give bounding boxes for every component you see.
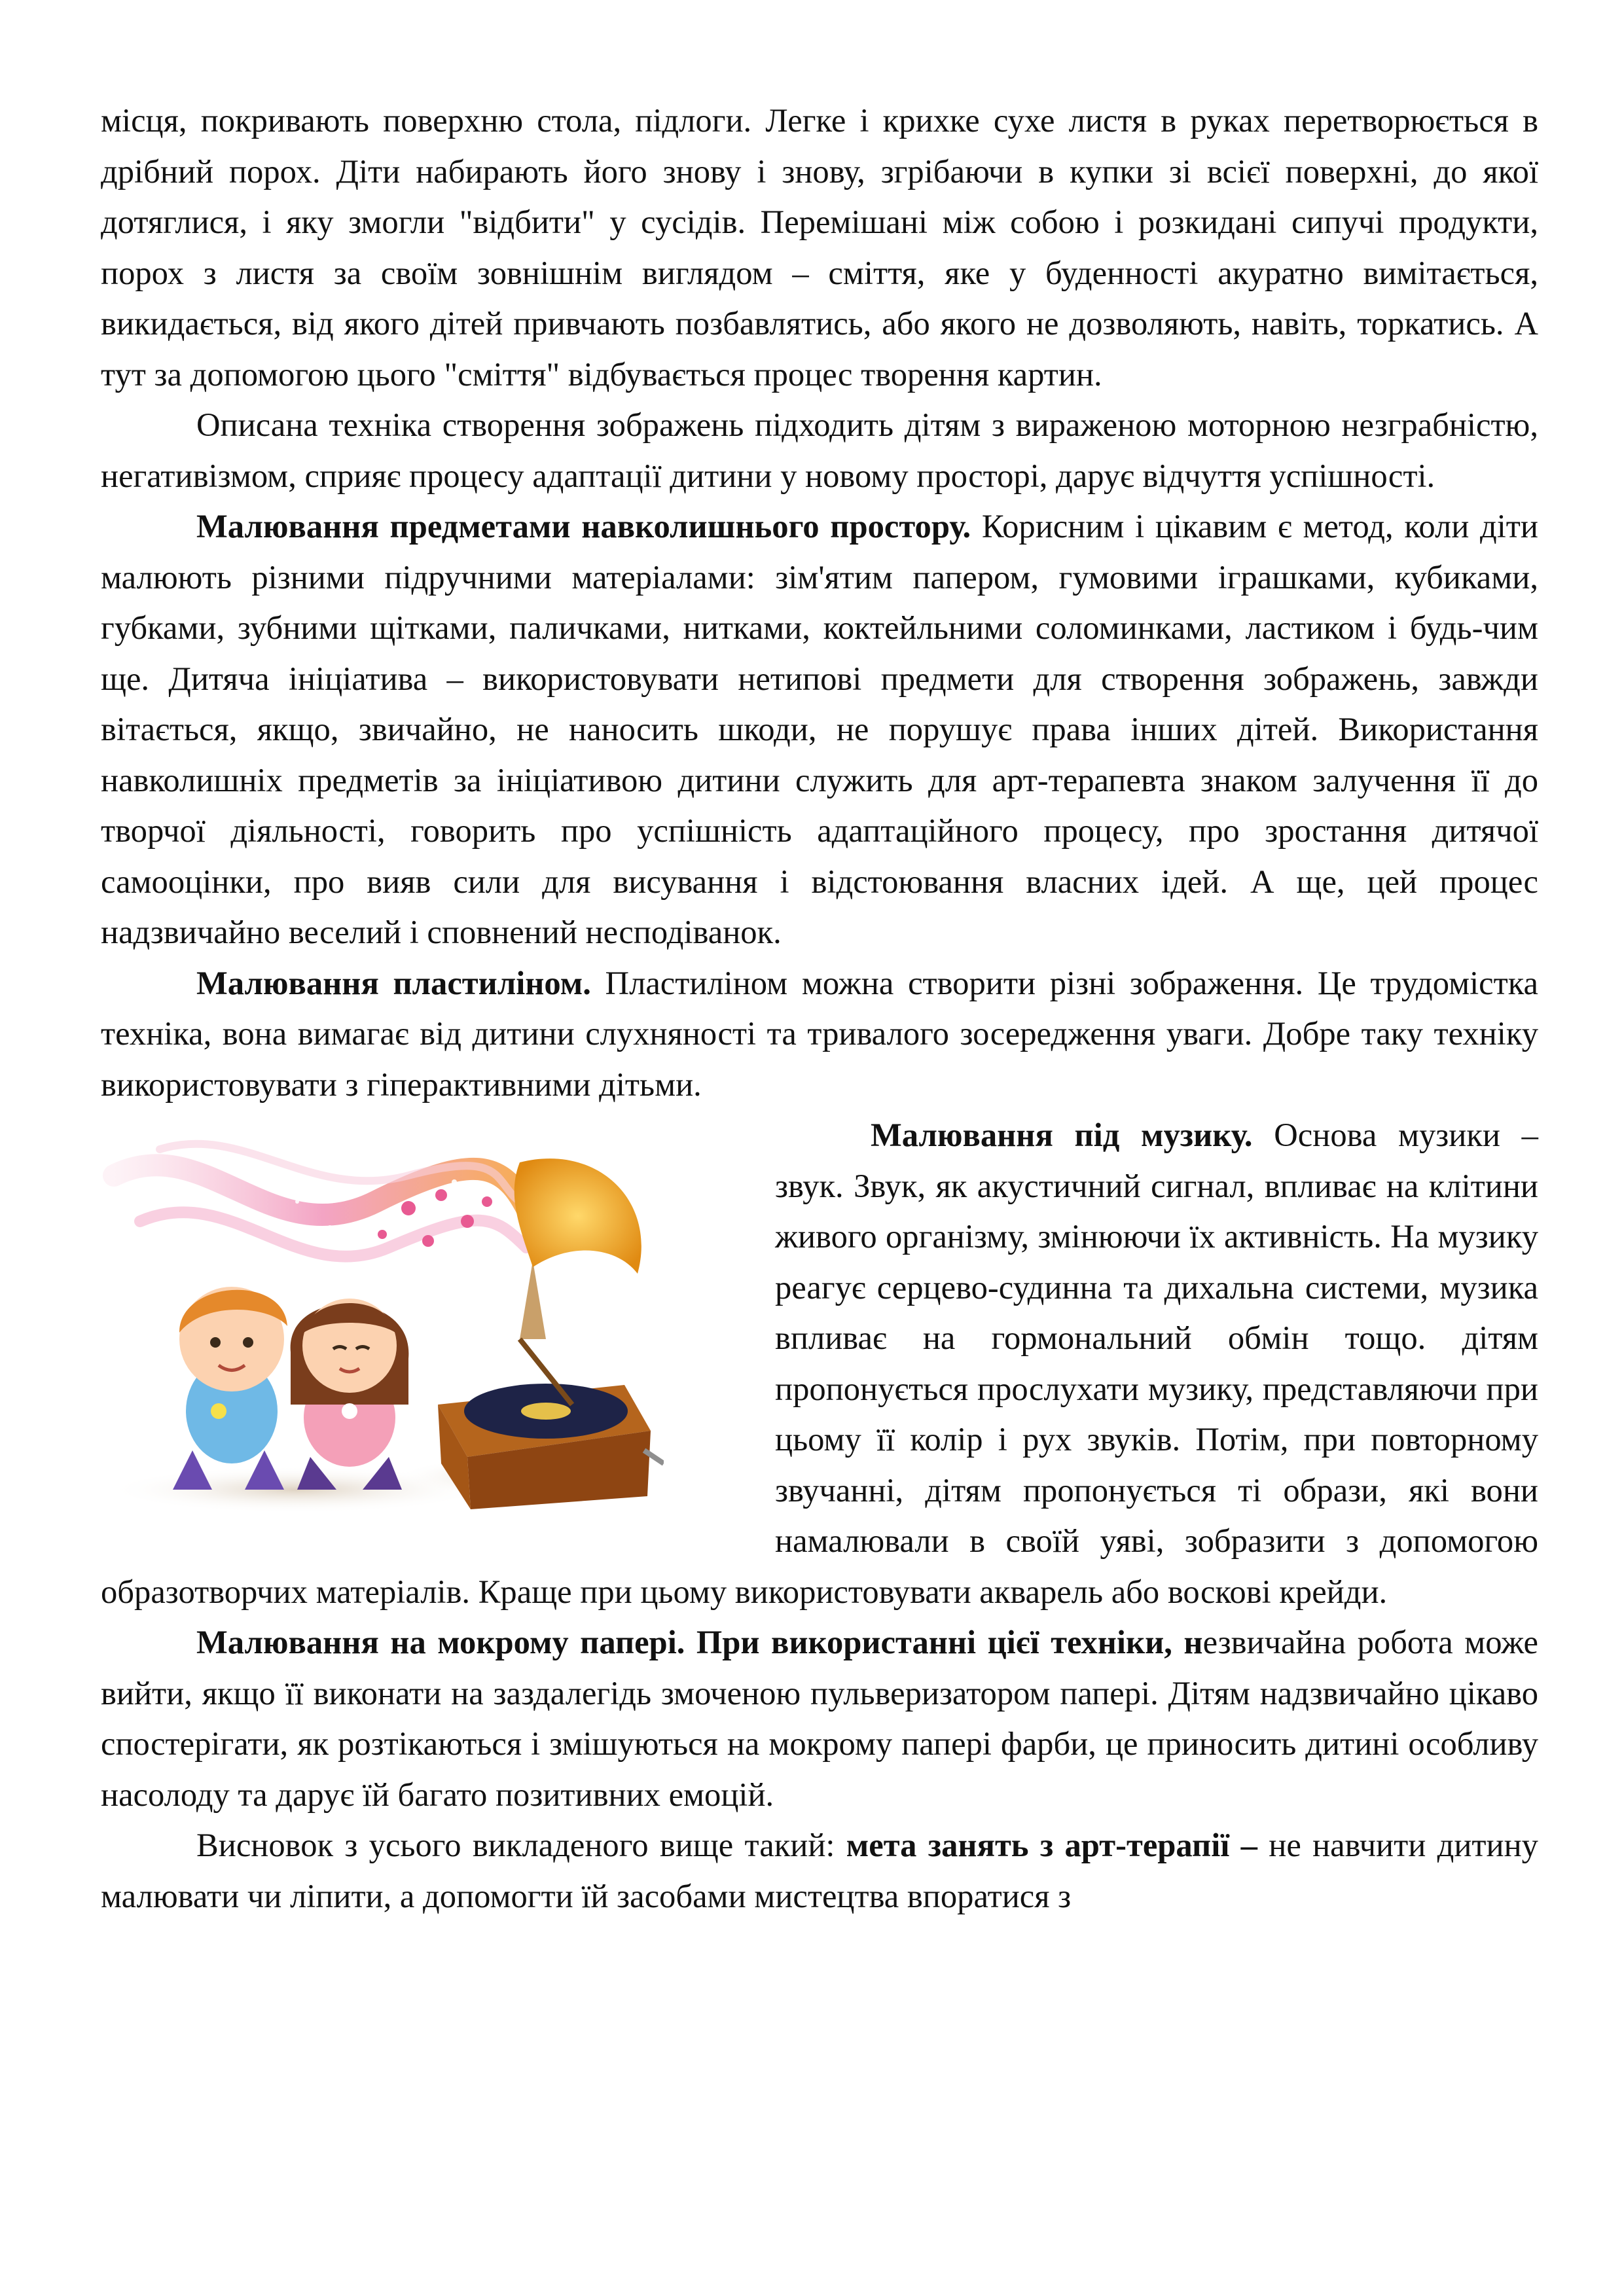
text-wet-paper: езвичайна робота може вийти, якщо її виконати на заздалегідь змоченою пульверизатором папері. Дітям надзвичайно цікаво спостерігати, як розтікаються і змішуються на мокрому папері фарби, це приносить дитині особливу насолоду та дарує їй багато позитивних емоцій. (101, 1624, 1539, 1813)
text-surrounding-objects: Корисним і цікавим є метод, коли діти малюють різними підручними матеріалами: зім'ятим папером, гумовими іграшками, кубиками, губками, зубними щітками, паличками, нитками, коктейльними соломинками, ластиком і будь-чим ще. Дитяча ініціатива – використовувати нетипові предмети для створення зображень, завжди вітається, якщо, звичайно, не наносить шкоди, не порушує права інших дітей. Використання навколишніх предметів за ініціативою дитини служить для арт-терапевта знаком залучення її до творчої діяльності, говорить про успішність адаптаційного процесу, про зростання дитячої самооцінки, про вияв сили для висування і відстоювання власних ідей. А ще, цей процес надзвичайно веселий і сповнений несподіванок. (101, 508, 1538, 950)
heading-wet-paper: Малювання на мокрому папері. При використанні цієї техніки, н (196, 1624, 1203, 1660)
paragraph-leaves-technique: місця, покривають поверхню стола, підлоги. Легке і крихке сухе листя в руках перетворюється в дрібний порох. Діти набирають його знову і знову, згрібаючи в купки зі всієї поверхні, до якої дотяглися, і яку змогли "відбити" у сусідів. Перемішані між собою і розкидані сипучі продукти, порох з листя за своїм зовнішнім виглядом – сміття, яке у буденності акуратно вимітається, викидається, від якого дітей привчають позбавлятись, або якого не дозволяють, навіть, торкатись. А тут за допомогою цього "сміття" відбувається процес творення картин. (101, 102, 1538, 393)
text-plasticine: Пластиліном можна створити різні зображення. Це трудомістка техніка, вона вимагає від дитини слухняності та тривалого зосередження уваги. Добре таку техніку використовувати з гіперактивними дітьми. (101, 964, 1538, 1103)
paragraph-technique-benefits: Описана техніка створення зображень підходить дітям з вираженою моторною незграбністю, негативізмом, сприяє процесу адаптації дитини у новому просторі, дарує відчуття успішності. (101, 406, 1538, 494)
heading-conclusion-goal: мета занять з арт-терапії – (846, 1827, 1257, 1863)
music-illustration (101, 1110, 664, 1529)
paragraph-conclusion (101, 1820, 1538, 1922)
heading-plasticine: Малювання пластиліном. (196, 964, 591, 1001)
children-gramophone-illustration (101, 1123, 664, 1516)
paragraph-surrounding-objects (101, 501, 1538, 958)
text-conclusion-end: не навчити дитину малювати чи ліпити, а допомогти їй засобами мистецтва впоратися з (101, 1827, 1538, 1914)
heading-surrounding-objects: Малювання предметами навколишнього простору. (196, 508, 971, 545)
girl-icon (291, 1299, 409, 1490)
text-conclusion-start: Висновок з усього викладеного вище такий: (196, 1827, 846, 1863)
paragraph-wet-paper (101, 1617, 1538, 1820)
text-music-drawing: Основа музики – звук. Звук, як акустичний сигнал, впливає на клітини живого організму, змінюючи їх активність. На музику реагує серцево-судинна та дихальна системи, музика впливає на гормональний обмін тощо. дітям пропонується прослухати музику, представляючи при цьому її колір і рух звуків. Потім, при повторному звучанні, дітям пропонується ті образи, які вони намалювали в своїй уяві, зобразити з допомогою образотворчих матеріалів. Краще при цьому використовувати акварель або воскові крейди. (101, 1117, 1538, 1610)
document-page (101, 96, 1538, 1922)
heading-music-drawing: Малювання під музику. (871, 1117, 1253, 1153)
boy-icon (173, 1287, 287, 1490)
gramophone-icon (438, 1158, 664, 1509)
paragraph-plasticine (101, 958, 1538, 1111)
